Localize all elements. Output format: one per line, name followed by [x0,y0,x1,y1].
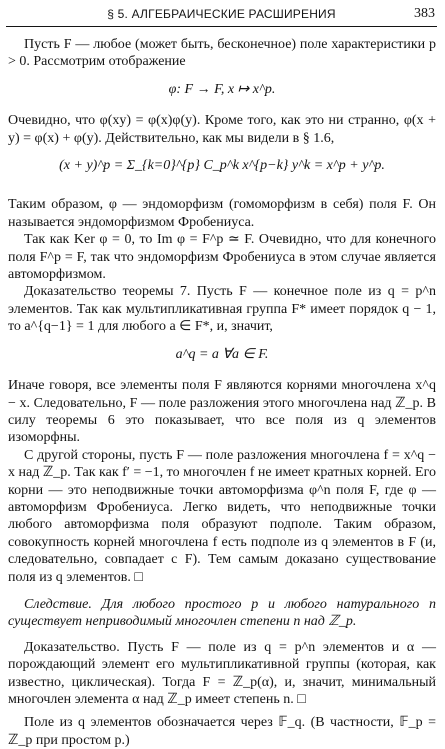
paragraph-definition: Пусть F — любое (может быть, бесконечное) поле характеристики p > 0. Рассмотрим отображение [8,37,436,70]
running-head: § 5. АЛГЕБРАИЧЕСКИЕ РАСШИРЕНИЯ [107,7,336,21]
paragraph-existence: С другой стороны, пусть F — поле разложения многочлена f = x^q − x над ℤ_p. Так как f′ = −1, то многочлен f не имеет кратных корней. Его корни — это неподвижные точки автоморфизма φ^n поля F, где φ — автоморфизм Фробениуса. Легко видеть, что неподвижные точки любого автоморфизма поля образуют подполе. Таким образом, совокупность корней многочлена f есть подполе из q элементов в F (и, следовательно, совпадает с F). Тем самым доказано существование поля из q элементов. □ [8,447,436,585]
paragraph-corollary: Следствие. Для любого простого p и любого натурального n существует неприводимый многочлен степени n над ℤ_p. [8,596,436,630]
paragraph-splitting-field: Иначе говоря, все элементы поля F являются корнями многочлена x^q − x. Следовательно, F — поле разложения этого многочлена над ℤ_p. В силу теоремы 6 это показывает, что все поля из q элементов изоморфны. [8,378,436,446]
paragraph-kernel: Так как Ker φ = 0, то Im φ = F^p ≃ F. Очевидно, что для конечного поля F^p = F, так что эндоморфизм Фробениуса в этом случае является автоморфизмом. [8,232,436,283]
page-header [6,4,437,27]
paragraph-proof-theorem-7: Доказательство теоремы 7. Пусть F — конечное поле из q = p^n элементов. Так как мультипликативная группа F* имеет порядок q − 1, то a^{q−1} = 1 для любого a ∈ F*, и, значит, [8,284,436,335]
page-body [8,36,436,749]
paragraph-frobenius-endomorphism: Таким образом, φ — эндоморфизм (гомоморфизм в себя) поля F. Он называется эндоморфизмом Фробениуса. [8,197,436,230]
paragraph-corollary-proof: Доказательство. Пусть F — поле из q = p^n элементов и α — порождающий элемент его мультипликативной группы (которая, как известно, циклическая). Тогда F = ℤ_p(α), и, значит, минимальный многочлен элемента α над ℤ_p имеет степень n. □ [8,639,436,707]
formula-fixed-points: a^q = a ∀a ∈ F. [175,346,269,362]
page-number: 383 [414,6,435,21]
formula-frobenius-map: φ: F → F, x ↦ x^p. [168,81,276,97]
paragraph-notation: Поле из q элементов обозначается через 𝔽_q. (В частности, 𝔽_p = ℤ_p при простом p.) [8,715,436,748]
formula-binomial: (x + y)^p = Σ_{k=0}^{p} C_p^k x^{p−k} y^k = x^p + y^p. [59,158,385,174]
paragraph-homomorphism: Очевидно, что φ(xy) = φ(x)φ(y). Кроме того, как это ни странно, φ(x + y) = φ(x) + φ(y). Действительно, как мы видели в § 1.6, [8,113,436,146]
